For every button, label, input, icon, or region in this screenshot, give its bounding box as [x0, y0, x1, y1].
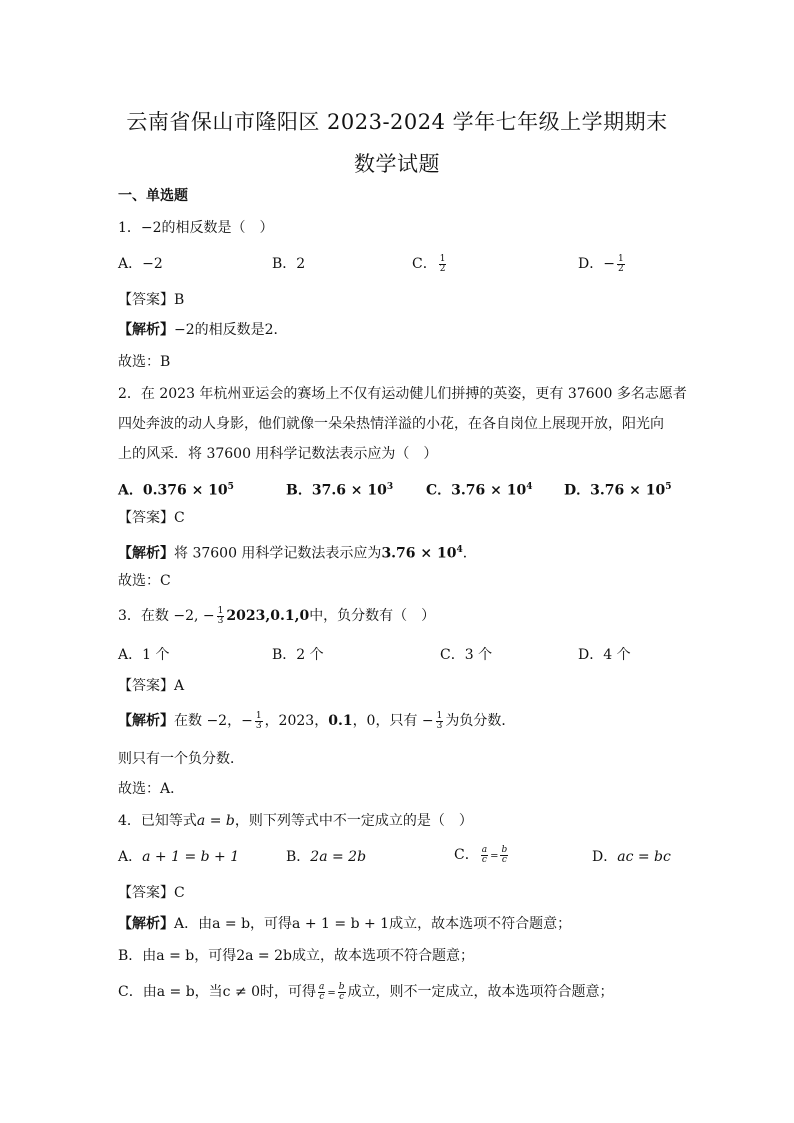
document-subtitle: 数学试题	[354, 152, 440, 176]
analysis-exponent: 4	[456, 545, 463, 555]
q4-analysis-b: B．由a = b，可得2a = 2b成立，故本选项不符合题意；	[118, 948, 474, 964]
q4-analysis-c	[118, 982, 614, 1004]
fraction-denominator: 3	[436, 720, 443, 731]
analysis-text: 将 37600 用科学记数法表示应为	[174, 545, 382, 562]
q4-option-c-fraction-left	[481, 846, 488, 865]
fraction-numerator: b	[501, 844, 508, 855]
q4-option-a-math: a + 1 = b + 1	[142, 849, 240, 865]
q2-option-c-exponent: 4	[526, 482, 533, 492]
fraction-numerator: b	[338, 981, 345, 992]
q1-answer: 【答案】B	[118, 292, 185, 308]
analysis-c-suffix: 成立，则不一定成立，故本选项符合题意；	[347, 984, 614, 1000]
q1-analysis	[118, 320, 288, 340]
q1-option-b: B．2	[272, 256, 306, 272]
fraction-numerator: 1	[436, 710, 443, 721]
fraction-numerator: 1	[617, 253, 624, 264]
q3-stem-fraction	[217, 607, 225, 626]
analysis-tag: 【解析】	[118, 713, 174, 729]
q4-option-b-label: B．	[286, 849, 311, 865]
q1-option-c	[412, 254, 448, 274]
fraction-denominator: 3	[255, 720, 262, 731]
q4-option-d-math: ac = bc	[617, 849, 671, 865]
fraction-denominator: c	[481, 854, 487, 865]
q3-stem-suffix: 中，负分数有（ ）	[309, 608, 436, 624]
q1-stem: 1．−2的相反数是（ ）	[118, 220, 274, 236]
fraction-numerator: 1	[255, 710, 262, 721]
fraction-numerator: 1	[439, 253, 446, 264]
section-heading: 一、单选题	[118, 188, 188, 204]
q3-conclusion: 故选：A．	[118, 781, 185, 797]
q4-option-b	[286, 847, 366, 867]
fraction-denominator: 2	[617, 263, 624, 274]
q4-option-a	[118, 847, 239, 867]
analysis-math: 3.76 × 10	[381, 545, 457, 562]
fraction-denominator: 3	[217, 615, 224, 626]
q1-option-d-fraction	[617, 255, 625, 274]
q3-stem-prefix: 3．在数 −2, −	[118, 608, 215, 624]
q4-option-d	[592, 847, 671, 867]
q3-option-a: A．1 个	[118, 647, 170, 663]
analysis-text: A．由a = b，可得a + 1 = b + 1成立，故本选项不符合题意；	[174, 916, 572, 932]
q3-option-c: C．3 个	[440, 647, 493, 663]
q2-option-a-exponent: 5	[227, 482, 234, 492]
q1-option-d	[578, 254, 627, 274]
q3-option-b: B．2 个	[272, 647, 324, 663]
q2-option-a	[118, 477, 234, 501]
q2-stem-line2: 四处奔波的动人身影，他们就像一朵朵热情洋溢的小花，在各自岗位上展现开放，阳光向	[118, 416, 664, 432]
q2-option-c	[426, 477, 532, 501]
q4-option-a-label: A．	[118, 849, 143, 865]
q3-analysis-line2: 则只有一个负分数．	[118, 751, 244, 767]
q4-answer: 【答案】C	[118, 885, 185, 901]
analysis-tag: 【解析】	[118, 322, 174, 338]
fraction-denominator: c	[501, 854, 507, 865]
q3-stem	[118, 606, 435, 626]
fraction-numerator: 1	[217, 605, 224, 616]
fraction-numerator: a	[481, 844, 488, 855]
fraction-denominator: c	[339, 991, 345, 1002]
q4-option-c-fraction-right	[500, 846, 508, 865]
q4-stem-prefix: 4．已知等式	[118, 813, 197, 829]
q2-answer: 【答案】C	[118, 510, 185, 526]
q2-option-b-base: B．37.6 × 10	[286, 482, 387, 499]
q1-option-c-label: C．	[412, 256, 437, 272]
q2-analysis	[118, 540, 477, 564]
q2-option-d	[564, 477, 671, 501]
analysis-part-c: 0.1	[328, 713, 353, 729]
q4-stem	[118, 811, 473, 831]
q1-option-a: A．−2	[118, 256, 163, 272]
analysis-c-prefix: C．由a = b，当c ≠ 0时，可得	[118, 984, 317, 1000]
analysis-fraction	[255, 712, 263, 731]
analysis-end: ．	[462, 545, 477, 562]
q3-answer: 【答案】A	[118, 678, 185, 694]
q3-option-d: D．4 个	[578, 647, 631, 663]
analysis-tag: 【解析】	[118, 545, 174, 562]
q4-stem-math: a = b	[196, 813, 235, 829]
q2-option-b	[286, 477, 393, 501]
q4-option-c-equals: =	[490, 851, 499, 862]
analysis-c-equals: =	[327, 988, 336, 999]
q2-option-c-base: C．3.76 × 10	[426, 482, 527, 499]
q4-stem-suffix: ，则下列等式中不一定成立的是（ ）	[234, 813, 473, 829]
q3-analysis	[118, 711, 515, 731]
q4-option-c-label: C．	[454, 847, 479, 863]
q1-option-c-fraction	[439, 255, 447, 274]
analysis-c-fraction-right	[338, 983, 346, 1002]
analysis-part-e: 为负分数．	[445, 713, 516, 729]
q2-stem-line3: 上的风采．将 37600 用科学记数法表示应为（ ）	[118, 446, 438, 462]
q1-conclusion: 故选：B	[118, 354, 171, 370]
q1-option-d-label: D．−	[578, 256, 615, 272]
q4-option-b-math: 2a = 2b	[310, 849, 367, 865]
q2-option-a-base: A．0.376 × 10	[118, 482, 228, 499]
analysis-fraction	[436, 712, 444, 731]
q4-analysis-a	[118, 914, 571, 934]
analysis-part-b: ，2023，	[264, 713, 329, 729]
analysis-c-fraction-left	[318, 983, 325, 1002]
q3-stem-math: 2023,0.1,0	[226, 608, 310, 624]
analysis-text: −2的相反数是2．	[174, 322, 288, 338]
fraction-denominator: 2	[439, 263, 446, 274]
q4-option-d-label: D．	[592, 849, 618, 865]
q2-conclusion: 故选：C	[118, 573, 171, 589]
fraction-numerator: a	[319, 981, 325, 992]
analysis-tag: 【解析】	[118, 916, 174, 932]
q4-option-c	[454, 845, 510, 867]
q2-option-d-base: D．3.76 × 10	[564, 482, 666, 499]
analysis-part-a: 在数 −2，−	[174, 713, 253, 729]
q2-option-b-exponent: 3	[386, 482, 394, 492]
q2-stem-line1: 2．在 2023 年杭州亚运会的赛场上不仅有运动健儿们拼搏的英姿，更有 37600 多名志愿者	[118, 386, 687, 402]
analysis-part-d: ，0，只有 −	[352, 713, 434, 729]
fraction-denominator: c	[319, 991, 325, 1002]
document-title: 云南省保山市隆阳区 2023-2024 学年七年级上学期期末	[126, 110, 668, 134]
q2-option-d-exponent: 5	[665, 482, 672, 492]
